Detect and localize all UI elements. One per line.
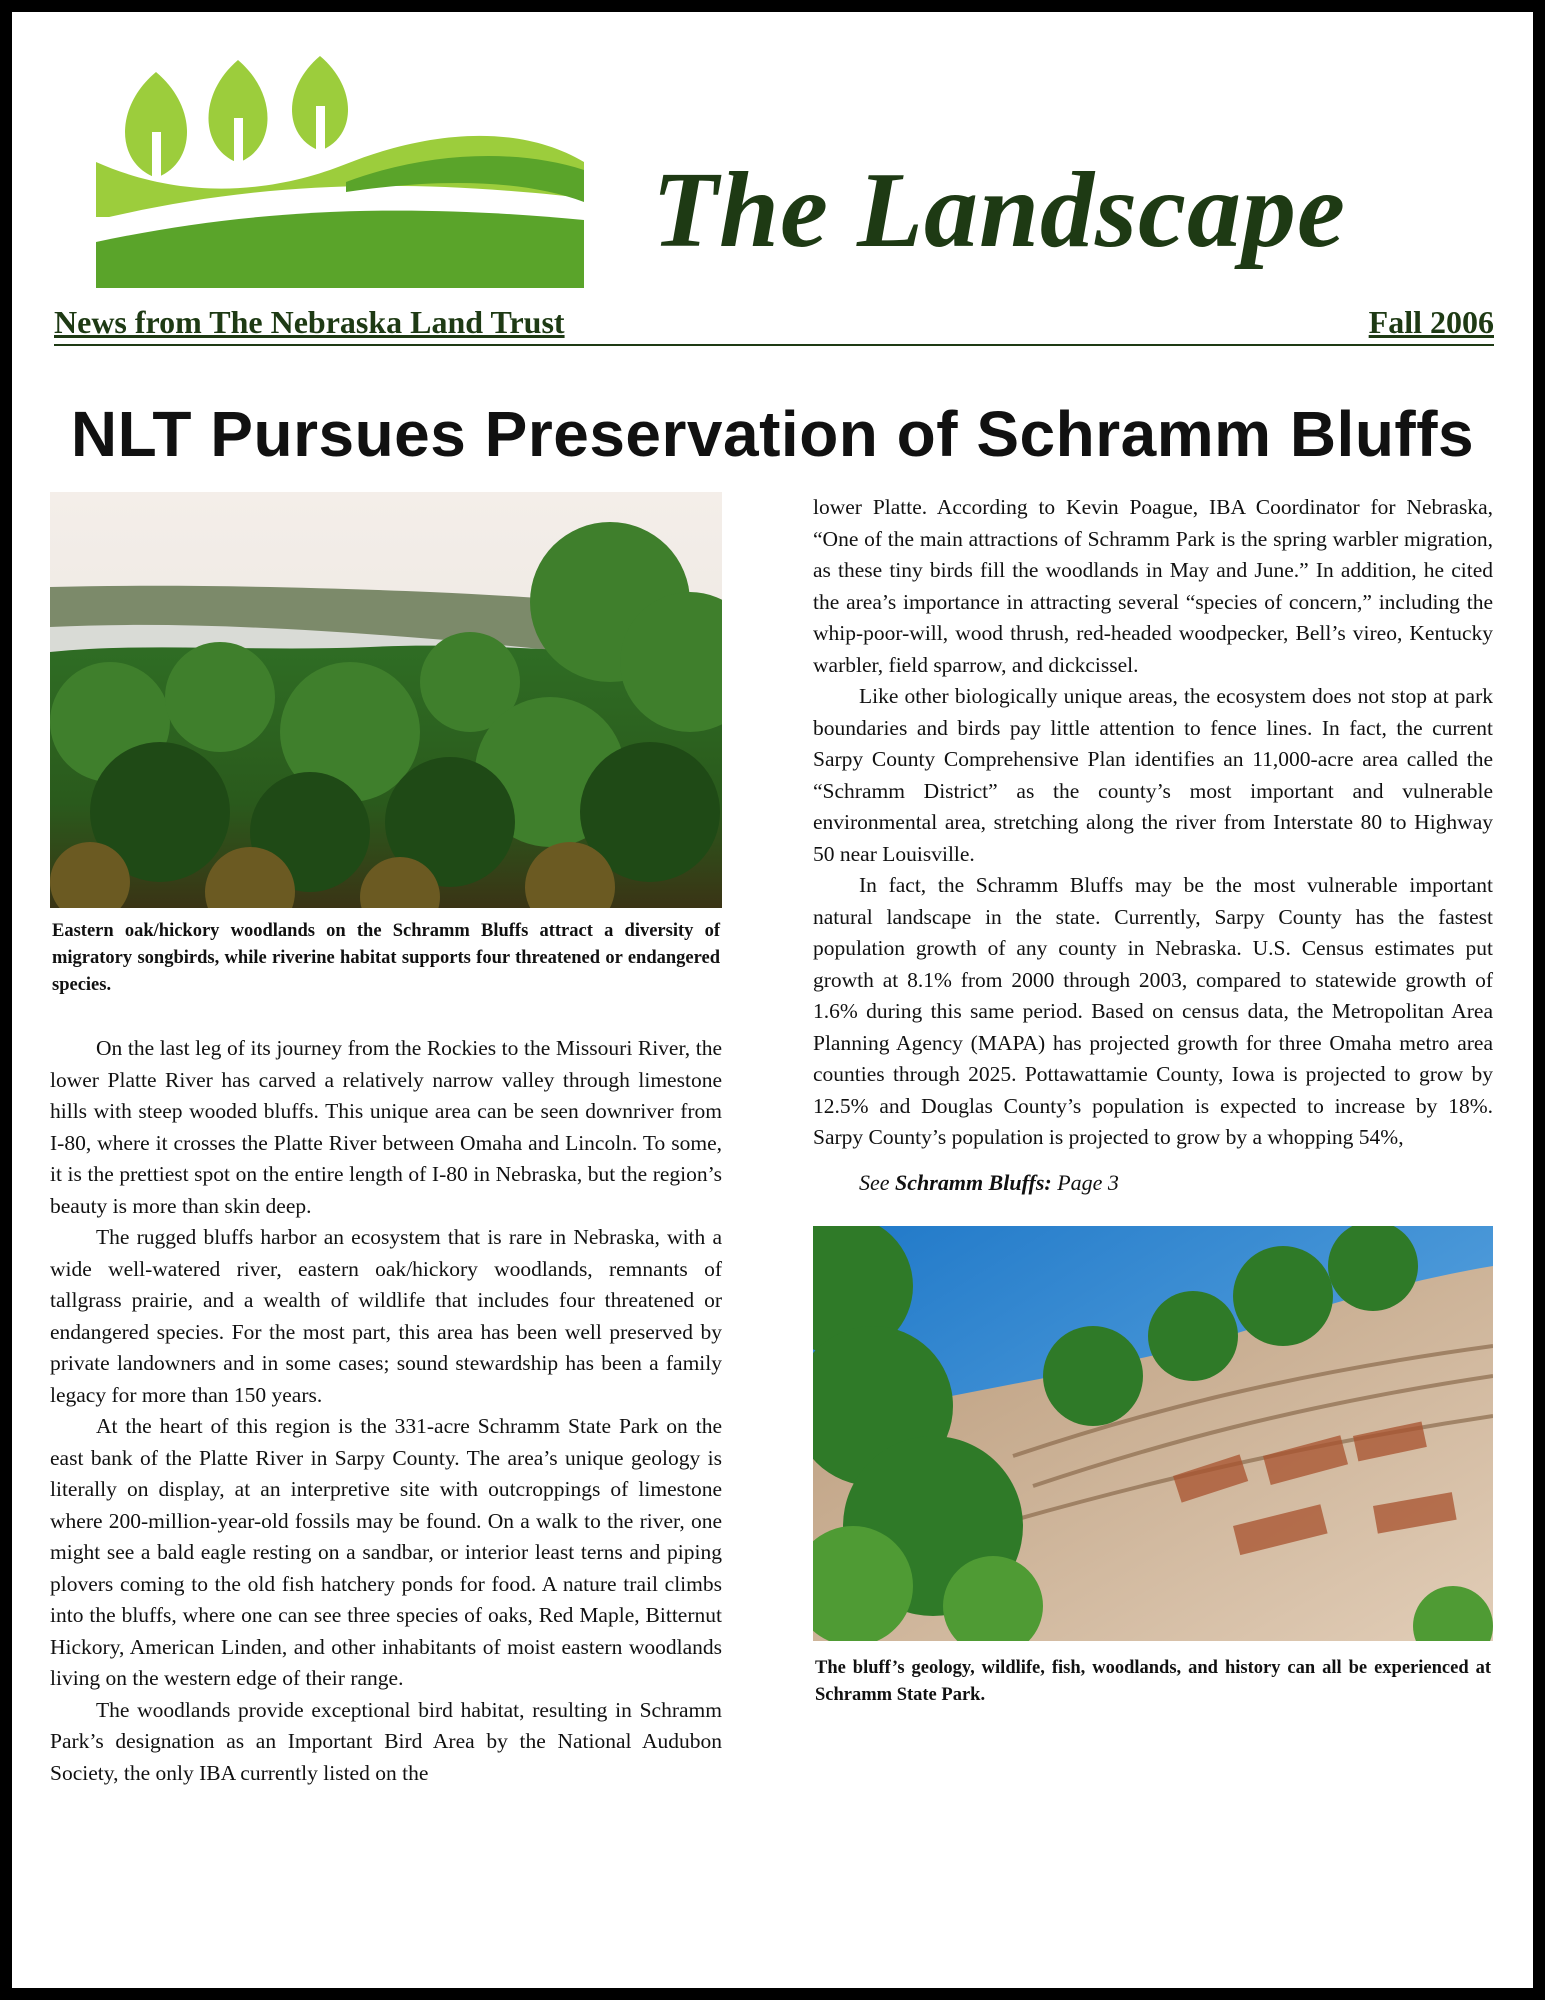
left-column-body (50, 1033, 722, 1789)
right-paragraph-3: In fact, the Schramm Bluffs may be the most vulnerable important natural landscape in the state. Currently, Sarpy County has the fastest population growth of any county in Nebraska. U.S. Census estimates put growth at 8.1% from 2000 through 2003, compared to statewide growth of 1.6% during this same period. Based on census data, the Metropolitan Area Planning Agency (MAPA) has projected growth for three Omaha metro area counties through 2025. Pottawattamie County, Iowa is projected to grow by 12.5% and Douglas County’s population is expected to increase by 18%. Sarpy County’s population is projected to grow by a whopping 54%, (813, 873, 1493, 1149)
river-valley-woodlands-photo (50, 492, 722, 908)
three-trees-over-rolling-hills-logo (96, 52, 584, 288)
article-headline: NLT Pursues Preservation of Schramm Bluffs (70, 398, 1475, 470)
photo-2-caption: The bluff’s geology, wildlife, fish, woodlands, and history can all be experienced at Schramm State Park. (815, 1657, 1491, 1705)
right-column-body (813, 492, 1493, 1154)
limestone-bluff-outcrop-photo (813, 1226, 1493, 1641)
left-paragraph-4: The woodlands provide exceptional bird habitat, resulting in Schramm Park’s designation as an Important Bird Area by the National Audubon Society, the only IBA currently listed on the (50, 1697, 722, 1785)
right-column (813, 492, 1493, 1709)
masthead-tagline: News from The Nebraska Land Trust (54, 304, 565, 340)
newsletter-page (12, 12, 1533, 1988)
right-paragraph-2: Like other biologically unique areas, the ecosystem does not stop at park boundaries and birds pay little attention to fence lines. In fact, the current Sarpy County Comprehensive Plan identifies an 11,000-acre area called the “Schramm District” as the county’s most important and vulnerable environmental area, stretching along the river from Interstate 80 to Highway 50 near Louisville. (813, 684, 1493, 866)
left-paragraph-1: On the last leg of its journey from the Rockies to the Missouri River, the lower Platte River has carved a relatively narrow valley through limestone hills with steep wooded bluffs. This unique area can be seen downriver from I-80, where it crosses the Platte River between Omaha and Lincoln. To some, it is the prettiest spot on the entire length of I-80 in Nebraska, but the region’s beauty is more than skin deep. (50, 1036, 722, 1218)
left-paragraph-3: At the heart of this region is the 331-acre Schramm State Park on the east bank of the Platte River in Sarpy County. The area’s unique geology is literally on display, at an interpretive site with outcroppings of limestone where 200-million-year-old fossils may be found. On a walk to the river, one might see a bald eagle resting on a sandbar, or interior least terns and piping plovers coming to the old fish hatchery ponds for food. A nature trail climbs into the bluffs, where one can see three species of oaks, Red Maple, Bitternut Hickory, American Linden, and other inhabitants of moist eastern woodlands living on the western edge of their range. (50, 1414, 722, 1690)
continued-prefix: See (859, 1169, 890, 1195)
masthead-title: The Landscape (652, 151, 1346, 270)
continued-page: Page 3 (1057, 1169, 1119, 1195)
issue-date: Fall 2006 (1368, 304, 1494, 340)
continued-article-name: Schramm Bluffs: (895, 1169, 1052, 1195)
photo-2-wrapper (813, 1226, 1493, 1709)
photo-1-caption: Eastern oak/hickory woodlands on the Schramm Bluffs attract a diversity of migratory songbirds, while riverine habitat supports four threatened or endangered species. (52, 921, 720, 995)
left-paragraph-2: The rugged bluffs harbor an ecosystem that is rare in Nebraska, with a wide well-watered river, eastern oak/hickory woodlands, remnants of tallgrass prairie, and a wealth of wildlife that includes four threatened or endangered species. For the most part, this area has been well preserved by private landowners and in some cases; sound stewardship has been a family legacy for more than 150 years. (50, 1225, 722, 1407)
left-column (50, 492, 722, 1789)
masthead-tagline-row (54, 304, 1494, 346)
right-paragraph-1: lower Platte. According to Kevin Poague, IBA Coordinator for Nebraska, “One of the main attractions of Schramm Park is the spring warbler migration, as these tiny birds fill the woodlands in May and June.” In addition, he cited the area’s importance in attracting several “species of concern,” including the whip-poor-will, wood thrush, red-headed woodpecker, Bell’s vireo, Kentucky warbler, field sparrow, and dickcissel. (813, 495, 1493, 677)
continued-reference (859, 1170, 1493, 1196)
